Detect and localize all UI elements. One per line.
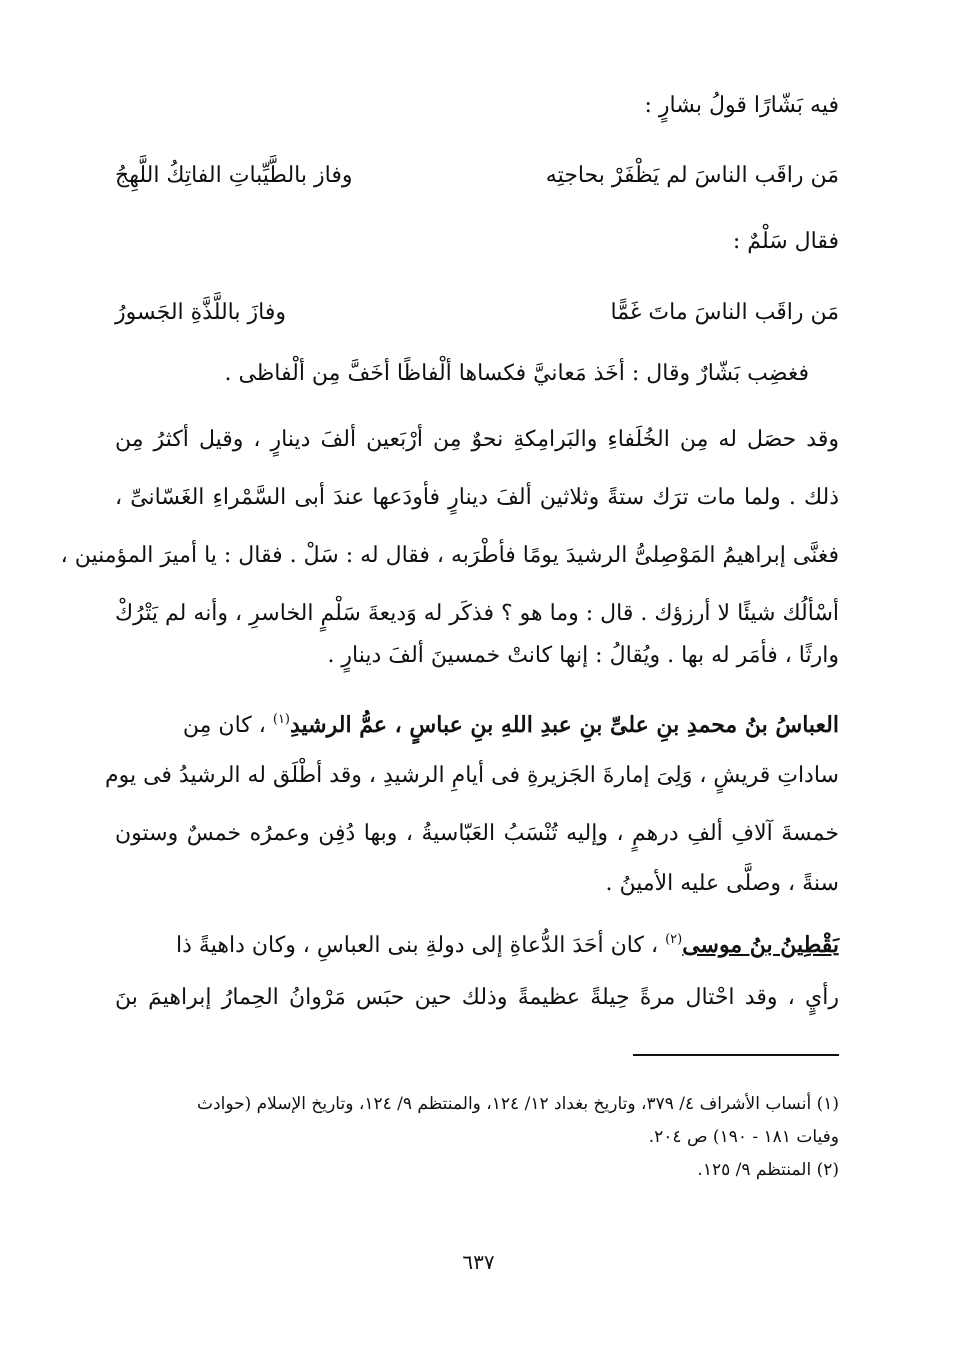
verse-1 — [115, 156, 839, 196]
para3-line-1 — [115, 924, 839, 962]
para1-line-4: أسْألُك شيئًا لا أرزؤك . قال : وما هو ؟ فذكَر له وَديعةَ سَلْمٍ الخاسرِ ، وأنه لم يَتْرُكْ — [115, 601, 839, 626]
para2-line-2: ساداتِ قريشٍ ، وَلِىَ إمارةَ الجَزيرةِ فى أيامِ الرشيدِ ، وقد أطْلَق له الرشيدُ فى يوم — [104, 763, 839, 788]
para2-line-1 — [115, 704, 839, 742]
para2-line-1-rest: ، كان مِن — [182, 713, 266, 738]
verse-1-first-hemistich: مَن راقَب الناسَ لم يَظْفَرْ بحاجتِه — [545, 163, 839, 188]
para3-line-2: رأيٍ ، وقد احْتال مرةً حِيلةً عظيمةً وذلك حين حبَس مَرْوانُ الحِمارُ إبراهيمَ بنَ — [115, 985, 839, 1010]
footnote-ref-2: (٢) — [665, 932, 683, 947]
para2-line-4: سنةً ، وصلَّى عليه الأمينُ . — [605, 871, 839, 896]
intro-line: فيه بَشّارًا قولُ بشارٍ : — [644, 93, 839, 118]
reaction-line: فغضِب بَشّارٌ وقال : أخَذ مَعانيَّ فكساها ألْفاظًا أخَفَّ مِن ألْفاظى . — [224, 361, 809, 386]
para1-line-5: وارثًا ، فأمَر له بها . ويُقالُ : إنها كانتْ خمسينَ ألفَ دينارٍ . — [327, 643, 839, 668]
para1-line-2: ذلك . ولما مات ترَك ستةً وثلاثين ألفَ دينارٍ فأودَعها عندَ أبى السَّمْراءِ الغَسّانىِّ ، — [115, 485, 839, 510]
verse-1-second-hemistich: وفاز بالطَّيِّباتِ الفاتِكُ اللَّهِجُ — [115, 163, 353, 188]
para1-line-3: فغنَّى إبراهيمُ المَوْصِلىُّ الرشيدَ يومًا فأطْرَبه ، فقال له : سَلْ . فقال : يا أميرَ المؤمنين ، — [60, 543, 839, 568]
entry-name-yaqtin: يَقْطِينُ بنُ موسى — [682, 932, 839, 958]
footnote-1-line-2: وفيات ١٨١ - ١٩٠) ص ٢٠٤. — [648, 1127, 839, 1147]
footnote-1-line-1: (١) أنساب الأشراف ٤/ ٣٧٩، وتاريخ بغداد ١٢/ ١٢٤، والمنتظم ٩/ ١٢٤، وتاريخ الإسلام (حوادث — [197, 1094, 839, 1114]
entry-name-abbas: العباسُ بنُ محمدِ بنِ علىِّ بنِ عبدِ اللهِ بنِ عباسٍ ، عمُّ الرشيدِ — [290, 712, 839, 738]
para1-line-1: وقد حصَل له مِن الخُلَفاءِ والبَرامِكةِ نحوٌ مِن أرْبَعين ألفَ دينارٍ ، وقيل أكثرُ مِن — [115, 427, 839, 452]
verse-2-first-hemistich: مَن راقَب الناسَ ماتَ غَمًّا — [610, 300, 839, 325]
salm-intro: فقال سَلْمٌ : — [732, 229, 839, 254]
footnote-ref-1: (١) — [272, 712, 290, 727]
para3-line-1-rest: ، كان أحَدَ الدُّعاةِ إلى دولةِ بنى العباسِ ، وكان داهيةً ذا — [176, 933, 659, 958]
footnote-2: (٢) المنتظم ٩/ ١٢٥. — [697, 1160, 839, 1180]
footnote-separator — [633, 1054, 839, 1056]
para2-line-3: خمسةَ آلافِ ألفِ درهمٍ ، وإليه تُنْسَبُ العَبّاسيةُ ، وبها دُفِن وعمرُه خمسٌ وستون — [115, 821, 839, 846]
verse-2-second-hemistich: وفازَ باللَّذَّةِ الجَسورُ — [115, 300, 286, 325]
page-number: ٦٣٧ — [462, 1250, 495, 1274]
verse-2 — [115, 293, 839, 333]
